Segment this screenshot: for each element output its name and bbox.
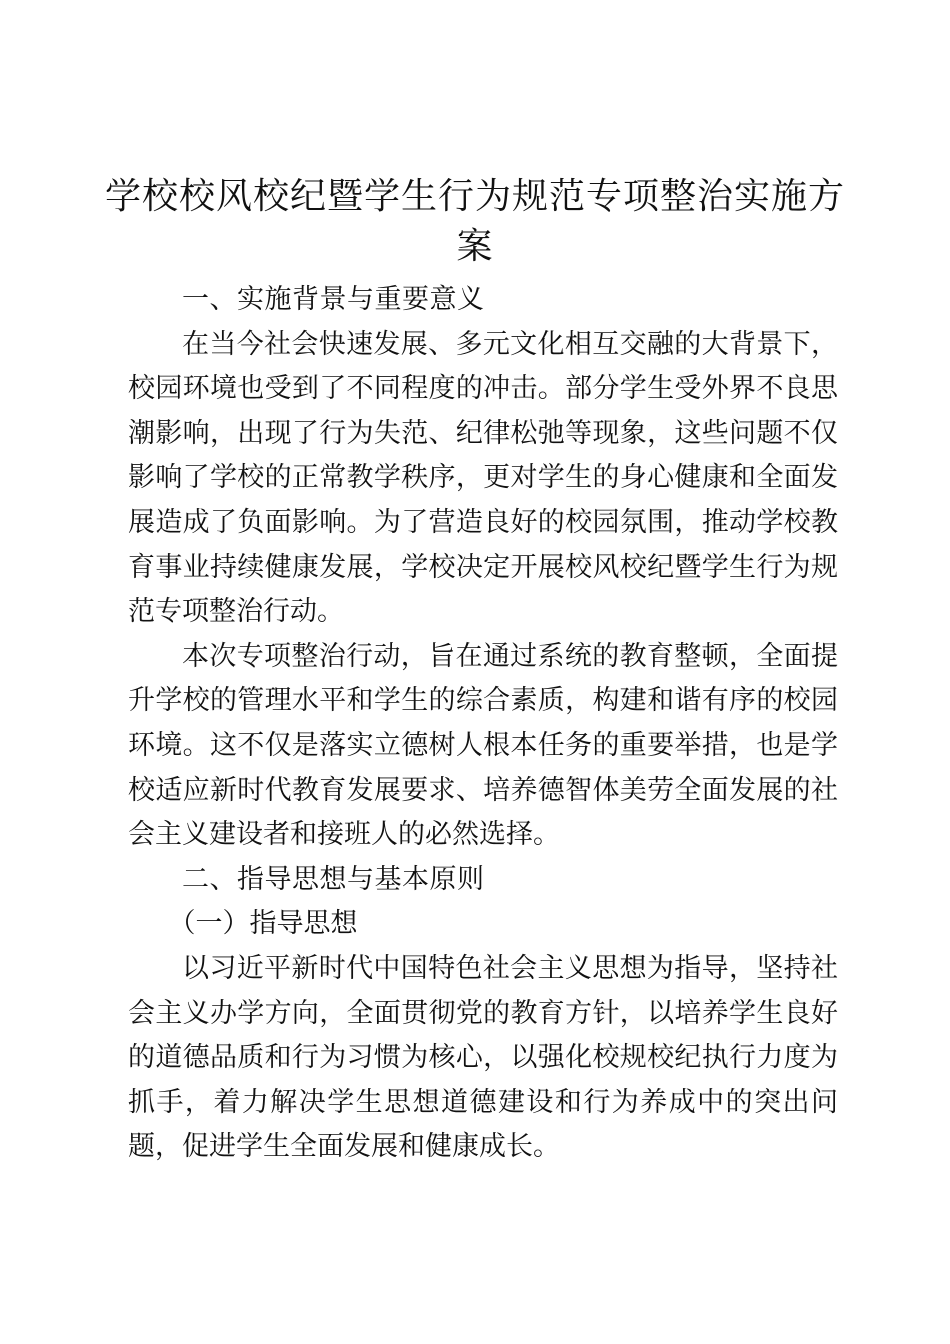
paragraph-background-1: 在当今社会快速发展、多元文化相互交融的大背景下，校园环境也受到了不同程度的冲击。部分学生受外界不良思潮影响，出现了行为失范、纪律松弛等现象，这些问题不仅影响了学校的正常教学秩序，更对学生的身心健康和全面发展造成了负面影响。为了营造良好的校园氛围，推动学校教育事业持续健康发展，学校决定开展校风校纪暨学生行为规范专项整治行动。	[128, 328, 838, 628]
document-body	[128, 278, 838, 1170]
section-heading-background: 一、实施背景与重要意义	[182, 284, 485, 315]
paragraph-background-2: 本次专项整治行动，旨在通过系统的教育整顿，全面提升学校的管理水平和学生的综合素质，构建和谐有序的校园环境。这不仅是落实立德树人根本任务的重要举措，也是学校适应新时代教育发展要求、培养德智体美劳全面发展的社会主义建设者和接班人的必然选择。	[128, 640, 838, 851]
document-title: 学校校风校纪暨学生行为规范专项整治实施方案	[104, 176, 845, 267]
subheading-guiding-ideology: （一）指导思想	[168, 908, 358, 940]
section-heading-principles: 二、指导思想与基本原则	[182, 863, 485, 895]
paragraph-guiding-ideology: 以习近平新时代中国特色社会主义思想为指导，坚持社会主义办学方向，全面贯彻党的教育方针，以培养学生良好的道德品质和行为习惯为核心，以强化校规校纪执行力度为抓手，着力解决学生思想道德建设和行为养成中的突出问题，促进学生全面发展和健康成长。	[128, 952, 838, 1163]
